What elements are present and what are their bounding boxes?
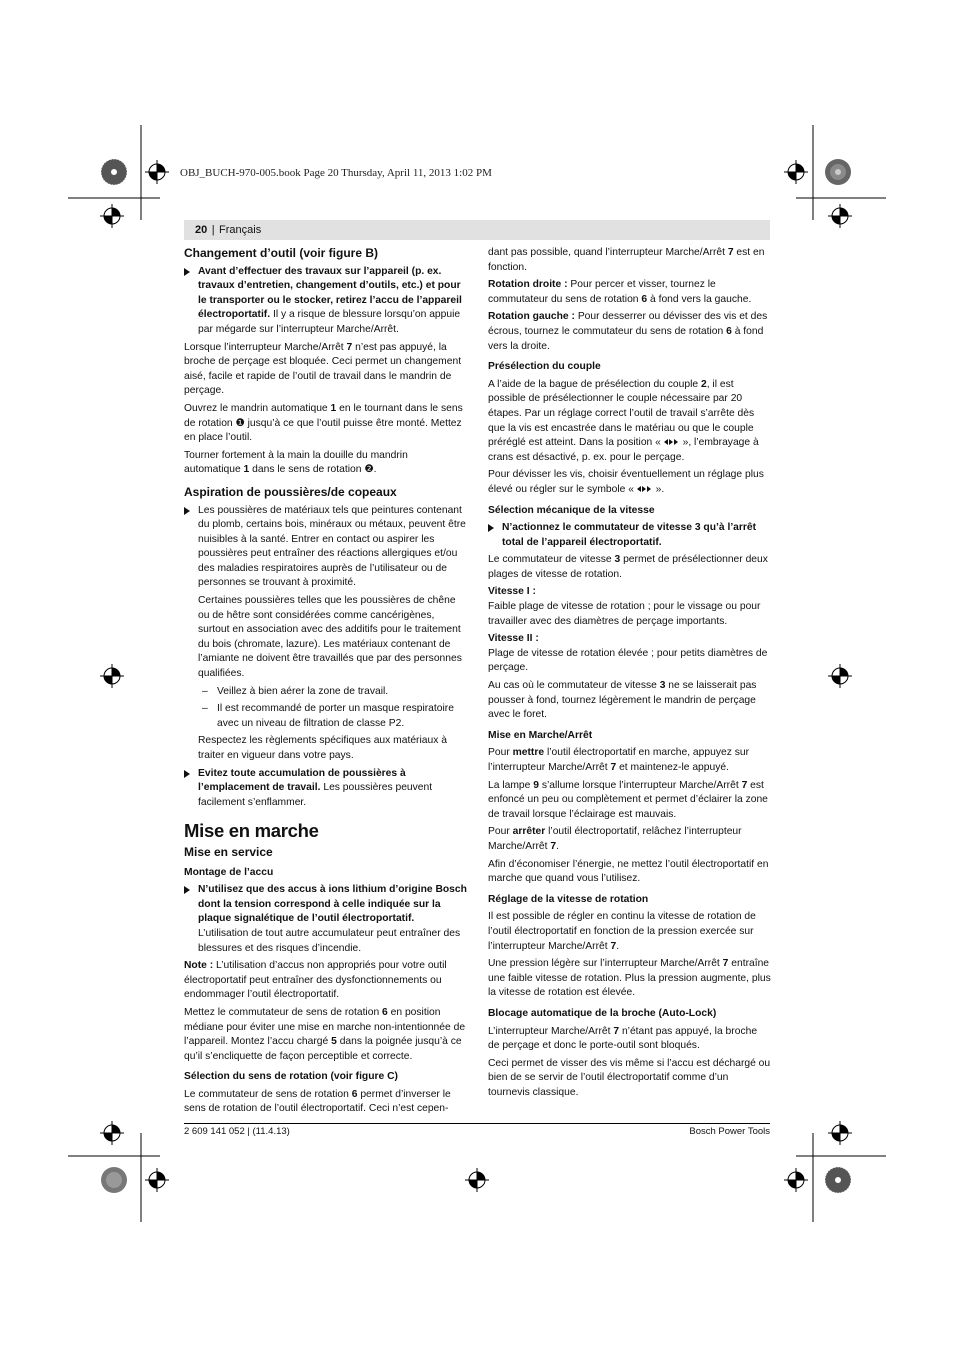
label: Vitesse II : [488, 633, 539, 645]
heading-selection-vitesse: Sélection mécanique de la vitesse [488, 504, 655, 516]
bullet-accumulation: Evitez toute accumulation de poussières à l’emplacement de travail. Les poussières peuvent facilement s’enflammer. [184, 767, 467, 811]
bullet-arrow-icon [184, 268, 190, 276]
header-separator: | [211, 224, 215, 236]
note-paragraph: Note : L’utilisation d’accus non appropriés pour votre outil électroportatif peut entraîner des dysfonctionnements ou endommager l’outil électroportatif. [184, 960, 447, 1001]
dash-item: – Veillez à bien aérer la zone de travail. [184, 685, 467, 700]
page-number: 20 [195, 224, 208, 236]
bullet-arrow-icon [184, 770, 190, 778]
print-info-line: OBJ_BUCH-970-005.book Page 20 Thursday, April 11, 2013 1:02 PM [180, 167, 492, 179]
bullet-poussieres: Les poussières de matériaux tels que peintures contenant du plomb, certains bois, minéraux ou métaux, peuvent être nuisibles à la santé. Entrer en contact ou aspirer les poussières peut entraîner des réactions allergiques et/ou des maladies respiratoires auprès de l’utilisateur ou de personnes se trouvant à proximité. [184, 504, 467, 592]
bold-text: Avant d’effectuer des travaux sur l’appareil (p. ex. travaux d’entretien, changement d’outils, etc.) et pour le transporter ou le stocker, retirez l’accu de l’appareil électroportatif. [198, 265, 462, 321]
paragraph: Lorsque l’interrupteur Marche/Arrêt 7 n’est pas appuyé, la broche de perçage est bloquée. Ceci permet un changement aisé, facile et rapide de l’outil de travail dans le mandrin de perçage. [184, 341, 462, 397]
paragraph: Rotation gauche : Pour desserrer ou dévisser des vis et des écrous, tournez le commutateur du sens de rotation 6 à fond vers la droite. [488, 311, 768, 352]
page-header [184, 220, 770, 240]
paragraph: Certaines poussières telles que les poussières de chêne ou de hêtre sont considérées comme cancérigènes, surtout en association avec des additifs pour le traitement du bois (chromate, lazure). Les matériaux contenant de l’amiante ne doivent être travaillés que par des personnes qualifiées. [198, 595, 462, 680]
header-language: Français [219, 224, 262, 236]
footer-brand: Bosch Power Tools [689, 1126, 770, 1137]
heading-reglage-vitesse: Réglage de la vitesse de rotation [488, 893, 649, 905]
heading-blocage-auto-lock: Blocage automatique de la broche (Auto-Lock) [488, 1007, 717, 1019]
paragraph: Rotation droite : Pour percer et visser, tournez le commutateur du sens de rotation 6 à fond vers la gauche. [488, 279, 752, 305]
paragraph: La lampe 9 s’allume lorsque l’interrupteur Marche/Arrêt 7 est enfoncé un peu ou complètement et permet d’éclairer la zone de travail lorsque l’éclairage est mauvais. [488, 779, 768, 820]
paragraph: Respectez les règlements spécifiques aux matériaux à traiter en vigueur dans votre pays. [198, 735, 447, 761]
heading-preselection-couple: Présélection du couple [488, 361, 601, 373]
paragraph: Il est possible de régler en continu la vitesse de rotation de l’outil électroportatif en fonction de la pression exercée sur l’interrupteur Marche/Arrêt 7. [488, 911, 756, 952]
bullet-accus-bosch: N’utilisez que des accus à ions lithium d’origine Bosch dont la tension correspond à celle indiquée sur la plaque signalétique de l’outil électroportatif. L’utilisation de tout autre accumulateur peut entraîner des blessures et des risques d’incendie. [184, 883, 467, 956]
heading-mise-en-service: Mise en service [184, 844, 273, 859]
paragraph: Afin d’économiser l’énergie, ne mettez l’outil électroportatif en marche que quand vous l’utilisez. [488, 858, 769, 885]
body-text: Il y a risque de blessure lorsqu’on appuie par mégarde sur l’interrupteur Marche/Arrêt. [198, 309, 461, 335]
label: Vitesse I : [488, 586, 536, 598]
bullet-commutateur-vitesse: N’actionnez le commutateur de vitesse 3 qu’à l’arrêt total de l’appareil électroportatif. [488, 521, 771, 550]
right-column [488, 246, 771, 1103]
dash-item: – Il est recommandé de porter un masque respiratoire avec un niveau de filtration de classe P2. [184, 702, 467, 731]
footer-rule [184, 1123, 770, 1124]
paragraph: Pour dévisser les vis, choisir éventuellement un réglage plus élevé ou régler sur le symbole « ». [488, 469, 764, 495]
paragraph: Le commutateur de vitesse 3 permet de présélectionner deux plages de vitesse de rotation. [488, 554, 768, 580]
left-column [184, 246, 467, 1120]
paragraph: Une pression légère sur l’interrupteur Marche/Arrêt 7 entraîne une faible vitesse de rotation. Plus la pression augmente, plus la vitesse de rotation est élevée. [488, 958, 771, 999]
paragraph: Ouvrez le mandrin automatique 1 en le tournant dans le sens de rotation ❶ jusqu’à ce que l’outil puisse être monté. Mettez en place l’outil. [184, 402, 463, 444]
paragraph: Mettez le commutateur de sens de rotation 6 en position médiane pour éviter une mise en marche non-intentionnée de l’appareil. Montez l’accu chargé 5 dans la poignée jusqu’à ce qu’il s’encliquette de façon perceptible et correcte. [184, 1006, 466, 1062]
heading-montage-accu: Montage de l’accu [184, 866, 274, 878]
heading-aspiration: Aspiration de poussières/de copeaux [184, 484, 397, 499]
heading-changement-outil: Changement d’outil (voir figure B) [184, 246, 378, 260]
drill-symbol-icon [637, 485, 653, 493]
paragraph: Pour arrêter l’outil électroportatif, relâchez l’interrupteur Marche/Arrêt 7. [488, 826, 742, 852]
paragraph: Le commutateur de sens de rotation 6 permet d’inverser le sens de rotation de l’outil électroportatif. Ceci n’est cepen- [184, 1088, 451, 1115]
drill-symbol-icon [664, 438, 680, 446]
paragraph: Ceci permet de visser des vis même si l’accu est déchargé ou bien de se servir de l’outil électroportatif comme d’un tournevis classique. [488, 1057, 771, 1098]
heading-mise-en-marche: Mise en marche [184, 820, 319, 842]
paragraph: Plage de vitesse de rotation élevée ; pour petits diamètres de perçage. [488, 647, 768, 674]
paragraph: dant pas possible, quand l’interrupteur Marche/Arrêt 7 est en fonction. [488, 247, 765, 273]
paragraph: Au cas où le commutateur de vitesse 3 ne se laisserait pas pousser à fond, tournez légèrement le mandrin de perçage avec le foret. [488, 680, 757, 721]
heading-marche-arret: Mise en Marche/Arrêt [488, 729, 593, 741]
heading-sens-rotation: Sélection du sens de rotation (voir figure C) [184, 1071, 398, 1083]
bullet-arrow-icon [184, 886, 190, 894]
paragraph: L’interrupteur Marche/Arrêt 7 n’étant pas appuyé, la broche de perçage et donc le porte-outil sont bloqués. [488, 1025, 758, 1052]
paragraph: Pour mettre l’outil électroportatif en marche, appuyez sur l’interrupteur Marche/Arrêt 7 et maintenez-le appuyé. [488, 747, 750, 773]
footer-doc-number: 2 609 141 052 | (11.4.13) [184, 1126, 290, 1137]
bullet-warning-accu [184, 265, 467, 338]
paragraph: Faible plage de vitesse de rotation ; pour le vissage ou pour travailler avec des diamètres de perçage importants. [488, 601, 761, 627]
paragraph: Tourner fortement à la main la douille du mandrin automatique 1 dans le sens de rotation ❷. [184, 449, 408, 476]
paragraph: A l’aide de la bague de présélection du couple 2, il est possible de présélectionner le couple nécessaire par 20 étapes. Par un réglage correct l’outil de travail s’arrête dès que la vis est encastrée dans le matériau ou que le couple préréglé est atteint. Dans la position « », l’embrayage à crans est désactivé, p. ex. pour le perçage. [488, 378, 759, 463]
bullet-arrow-icon [488, 524, 494, 532]
bullet-arrow-icon [184, 507, 190, 515]
